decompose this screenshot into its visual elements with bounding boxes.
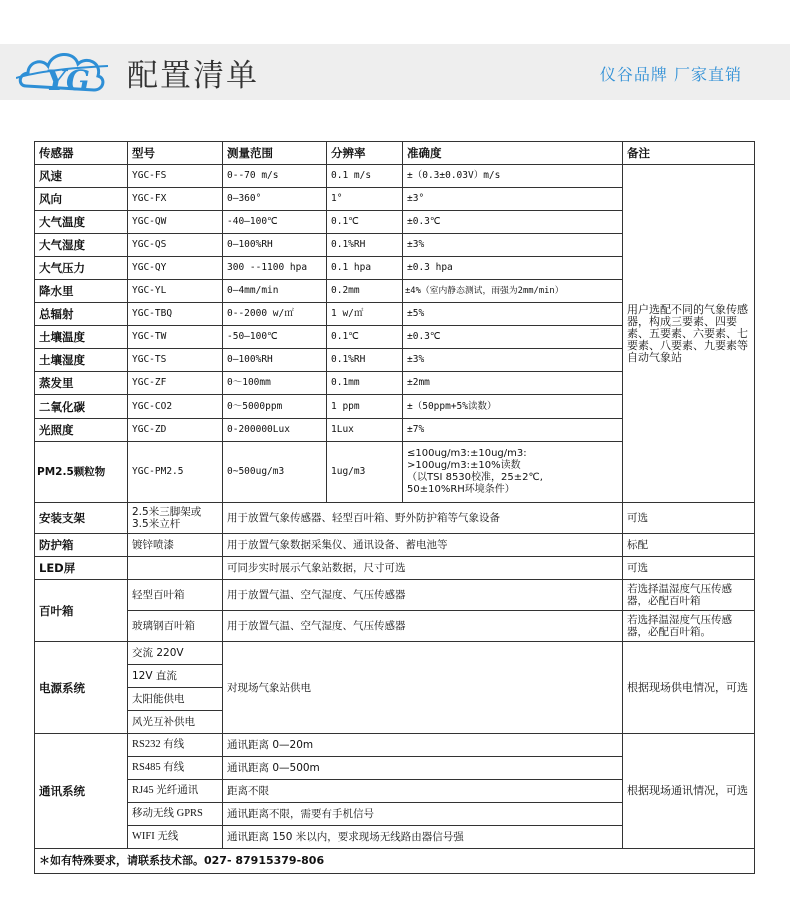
sensor-name: 降水里	[35, 280, 128, 303]
item-name: 电源系统	[35, 642, 128, 734]
sensor-range: 0~500ug/m3	[223, 442, 327, 503]
item-model: 玻璃钢百叶箱	[128, 611, 223, 642]
item-note: 根据现场通讯情况，可选	[623, 734, 755, 849]
sensor-name: 大气温度	[35, 211, 128, 234]
item-description: 可同步实时展示气象站数据，尺寸可选	[223, 557, 623, 580]
item-model-line: 2.5米三脚架或	[132, 506, 202, 518]
sensor-name: 光照度	[35, 419, 128, 442]
sensor-range: 0--70 m/s	[223, 165, 327, 188]
col-header-accuracy: 准确度	[403, 142, 623, 165]
sensor-accuracy: ±（50ppm+5%读数）	[403, 395, 623, 419]
sensor-accuracy: ±5%	[403, 303, 623, 326]
table-header-row	[35, 142, 755, 165]
sensor-accuracy: ±7%	[403, 419, 623, 442]
accuracy-line: >100ug/m3:±10%读数	[407, 460, 521, 471]
item-name: LED屏	[35, 557, 128, 580]
item-note: 可选	[623, 503, 755, 534]
sensor-accuracy: ±2mm	[403, 372, 623, 395]
table-row	[35, 734, 755, 757]
item-description: 用于放置气温、空气湿度、气压传感器	[223, 580, 623, 611]
sensor-resolution: 1ug/m3	[327, 442, 403, 503]
sensor-model: YGC-QY	[128, 257, 223, 280]
sensor-accuracy: ±3°	[403, 188, 623, 211]
sensor-model: YGC-TBQ	[128, 303, 223, 326]
item-note: 标配	[623, 534, 755, 557]
sensor-range: 0--2000 w/㎡	[223, 303, 327, 326]
sensor-resolution: 1°	[327, 188, 403, 211]
item-name: 安装支架	[35, 503, 128, 534]
comm-option: WIFI 无线	[128, 826, 223, 849]
comm-option: RS485 有线	[128, 757, 223, 780]
sensor-model: YGC-TS	[128, 349, 223, 372]
item-note: 若选择温湿度气压传感器，必配百叶箱	[623, 580, 755, 611]
item-description: 用于放置气象传感器、轻型百叶箱、野外防护箱等气象设备	[223, 503, 623, 534]
sensor-resolution: 1 ppm	[327, 395, 403, 419]
col-header-resolution: 分辨率	[327, 142, 403, 165]
accuracy-line: 50±10%RH环境条件）	[407, 484, 515, 495]
item-model	[128, 557, 223, 580]
sensor-name: 大气湿度	[35, 234, 128, 257]
table-row	[35, 642, 755, 665]
configuration-table	[34, 141, 755, 874]
sensor-accuracy: ±3%	[403, 234, 623, 257]
table-row	[35, 580, 755, 611]
sensor-range: 0～5000ppm	[223, 395, 327, 419]
item-note: 可选	[623, 557, 755, 580]
sensor-model: YGC-FX	[128, 188, 223, 211]
item-note: 若选择温湿度气压传感器，必配百叶箱。	[623, 611, 755, 642]
comm-description: 通讯距离 0—500m	[223, 757, 623, 780]
sensor-resolution: 0.1 hpa	[327, 257, 403, 280]
item-description: 用于放置气温、空气湿度、气压传感器	[223, 611, 623, 642]
power-option: 12V 直流	[128, 665, 223, 688]
sensor-range: 0～100mm	[223, 372, 327, 395]
col-header-range: 测量范围	[223, 142, 327, 165]
table-row	[35, 503, 755, 534]
comm-option: RJ45 光纤通讯	[128, 780, 223, 803]
item-description: 对现场气象站供电	[223, 642, 623, 734]
table-row	[35, 534, 755, 557]
sensor-model: YGC-QS	[128, 234, 223, 257]
sensor-name: PM2.5颗粒物	[35, 442, 128, 503]
sensor-resolution: 0.1%RH	[327, 349, 403, 372]
col-header-sensor: 传感器	[35, 142, 128, 165]
accuracy-line: ≤100ug/m3:±10ug/m3:	[407, 448, 527, 459]
sensor-model: YGC-YL	[128, 280, 223, 303]
contact-note: ＊如有特殊要求，请联系技术部。027- 87915379-806	[35, 849, 755, 874]
sensor-name: 风向	[35, 188, 128, 211]
comm-description: 通讯距离 150 米以内，要求现场无线路由器信号强	[223, 826, 623, 849]
item-name: 百叶箱	[35, 580, 128, 642]
sensor-name: 二氧化碳	[35, 395, 128, 419]
sensor-model: YGC-PM2.5	[128, 442, 223, 503]
sensor-resolution: 0.2mm	[327, 280, 403, 303]
sensor-range: -40—100℃	[223, 211, 327, 234]
power-option: 风光互补供电	[128, 711, 223, 734]
item-description: 用于放置气象数据采集仪、通讯设备、蓄电池等	[223, 534, 623, 557]
sensor-accuracy: ±4%（室内静态测试，雨强为2mm/min）	[403, 280, 623, 303]
item-name: 防护箱	[35, 534, 128, 557]
comm-option: 移动无线 GPRS	[128, 803, 223, 826]
sensor-name: 风速	[35, 165, 128, 188]
comm-description: 通讯距离不限，需要有手机信号	[223, 803, 623, 826]
sensor-model: YGC-QW	[128, 211, 223, 234]
col-header-model: 型号	[128, 142, 223, 165]
sensor-model: YGC-ZF	[128, 372, 223, 395]
sensor-model: YGC-ZD	[128, 419, 223, 442]
sensor-resolution: 0.1℃	[327, 211, 403, 234]
item-note: 根据现场供电情况，可选	[623, 642, 755, 734]
table-row	[35, 611, 755, 642]
sensor-resolution: 0.1mm	[327, 372, 403, 395]
table-footer-row	[35, 849, 755, 874]
col-header-note: 备注	[623, 142, 755, 165]
sensor-accuracy: ±（0.3±0.03V）m/s	[403, 165, 623, 188]
sensor-selection-note: 用户选配不同的气象传感器，构成三要素、四要素、五要素、六要素、七要素、八要素、九要素等自动气象站	[623, 165, 755, 503]
comm-option: RS232 有线	[128, 734, 223, 757]
sensor-model: YGC-FS	[128, 165, 223, 188]
sensor-accuracy: ±3%	[403, 349, 623, 372]
item-model	[128, 503, 223, 534]
item-model: 轻型百叶箱	[128, 580, 223, 611]
sensor-range: 0—4mm/min	[223, 280, 327, 303]
sensor-range: -50—100℃	[223, 326, 327, 349]
company-logo	[16, 42, 108, 104]
sensor-accuracy	[403, 442, 623, 503]
brand-slogan: 仪谷品牌 厂家直销	[599, 65, 742, 84]
sensor-resolution: 1Lux	[327, 419, 403, 442]
sensor-name: 土壤湿度	[35, 349, 128, 372]
item-model-line: 3.5米立杆	[132, 518, 181, 530]
comm-description: 距离不限	[223, 780, 623, 803]
sensor-name: 蒸发里	[35, 372, 128, 395]
sensor-resolution: 0.1 m/s	[327, 165, 403, 188]
sensor-name: 土壤温度	[35, 326, 128, 349]
sensor-model: YGC-TW	[128, 326, 223, 349]
table-row	[35, 557, 755, 580]
sensor-accuracy: ±0.3℃	[403, 211, 623, 234]
power-option: 太阳能供电	[128, 688, 223, 711]
sensor-range: 0—100%RH	[223, 234, 327, 257]
sensor-name: 总辐射	[35, 303, 128, 326]
page-title: 配置清单	[127, 58, 259, 94]
sensor-name: 大气压力	[35, 257, 128, 280]
comm-description: 通讯距离 0—20m	[223, 734, 623, 757]
sensor-model: YGC-CO2	[128, 395, 223, 419]
sensor-accuracy: ±0.3℃	[403, 326, 623, 349]
sensor-range: 300 --1100 hpa	[223, 257, 327, 280]
sensor-resolution: 0.1%RH	[327, 234, 403, 257]
power-option: 交流 220V	[128, 642, 223, 665]
accuracy-line: （以TSI 8530校准，25±2℃,	[407, 472, 543, 483]
sensor-range: 0—360°	[223, 188, 327, 211]
sensor-range: 0—100%RH	[223, 349, 327, 372]
sensor-accuracy: ±0.3 hpa	[403, 257, 623, 280]
sensor-range: 0-200000Lux	[223, 419, 327, 442]
svg-text:YG: YG	[46, 64, 90, 97]
table-row	[35, 165, 755, 188]
item-model: 镀锌喷漆	[128, 534, 223, 557]
sensor-resolution: 0.1℃	[327, 326, 403, 349]
sensor-resolution: 1 w/㎡	[327, 303, 403, 326]
item-name: 通讯系统	[35, 734, 128, 849]
